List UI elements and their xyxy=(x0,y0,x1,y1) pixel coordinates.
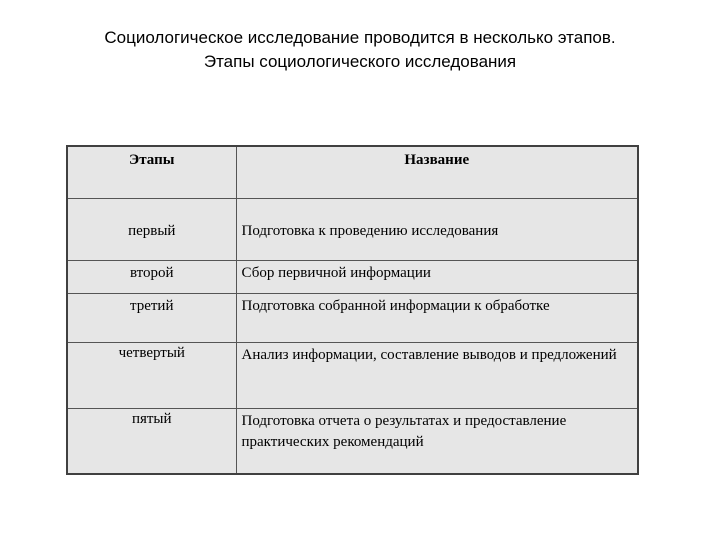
column-header-name: Название xyxy=(236,146,638,198)
table-row xyxy=(67,198,638,260)
stage-cell: четвертый xyxy=(67,342,236,408)
stage-cell: второй xyxy=(67,260,236,293)
column-header-stages: Этапы xyxy=(67,146,236,198)
stage-name-cell: Сбор первичной информации xyxy=(236,260,638,293)
stage-name-cell: Подготовка собранной информации к обработке xyxy=(236,293,638,342)
stage-name-cell: Подготовка к проведению исследования xyxy=(236,198,638,260)
table-row xyxy=(67,293,638,342)
stage-cell: третий xyxy=(67,293,236,342)
slide-title xyxy=(0,26,720,74)
table-row xyxy=(67,342,638,408)
stage-cell: первый xyxy=(67,198,236,260)
table-row xyxy=(67,260,638,293)
stages-table xyxy=(66,145,639,475)
stage-cell: пятый xyxy=(67,408,236,474)
stage-name-cell: Анализ информации, составление выводов и предложений xyxy=(236,342,638,408)
stage-name-cell: Подготовка отчета о результатах и предоставление практических рекомендаций xyxy=(236,408,638,474)
slide-title-line-2: Этапы социологического исследования xyxy=(203,52,517,71)
table-row xyxy=(67,408,638,474)
slide-title-line-1: Социологическое исследование проводится в несколько этапов. xyxy=(104,28,616,47)
table-header-row xyxy=(67,146,638,198)
